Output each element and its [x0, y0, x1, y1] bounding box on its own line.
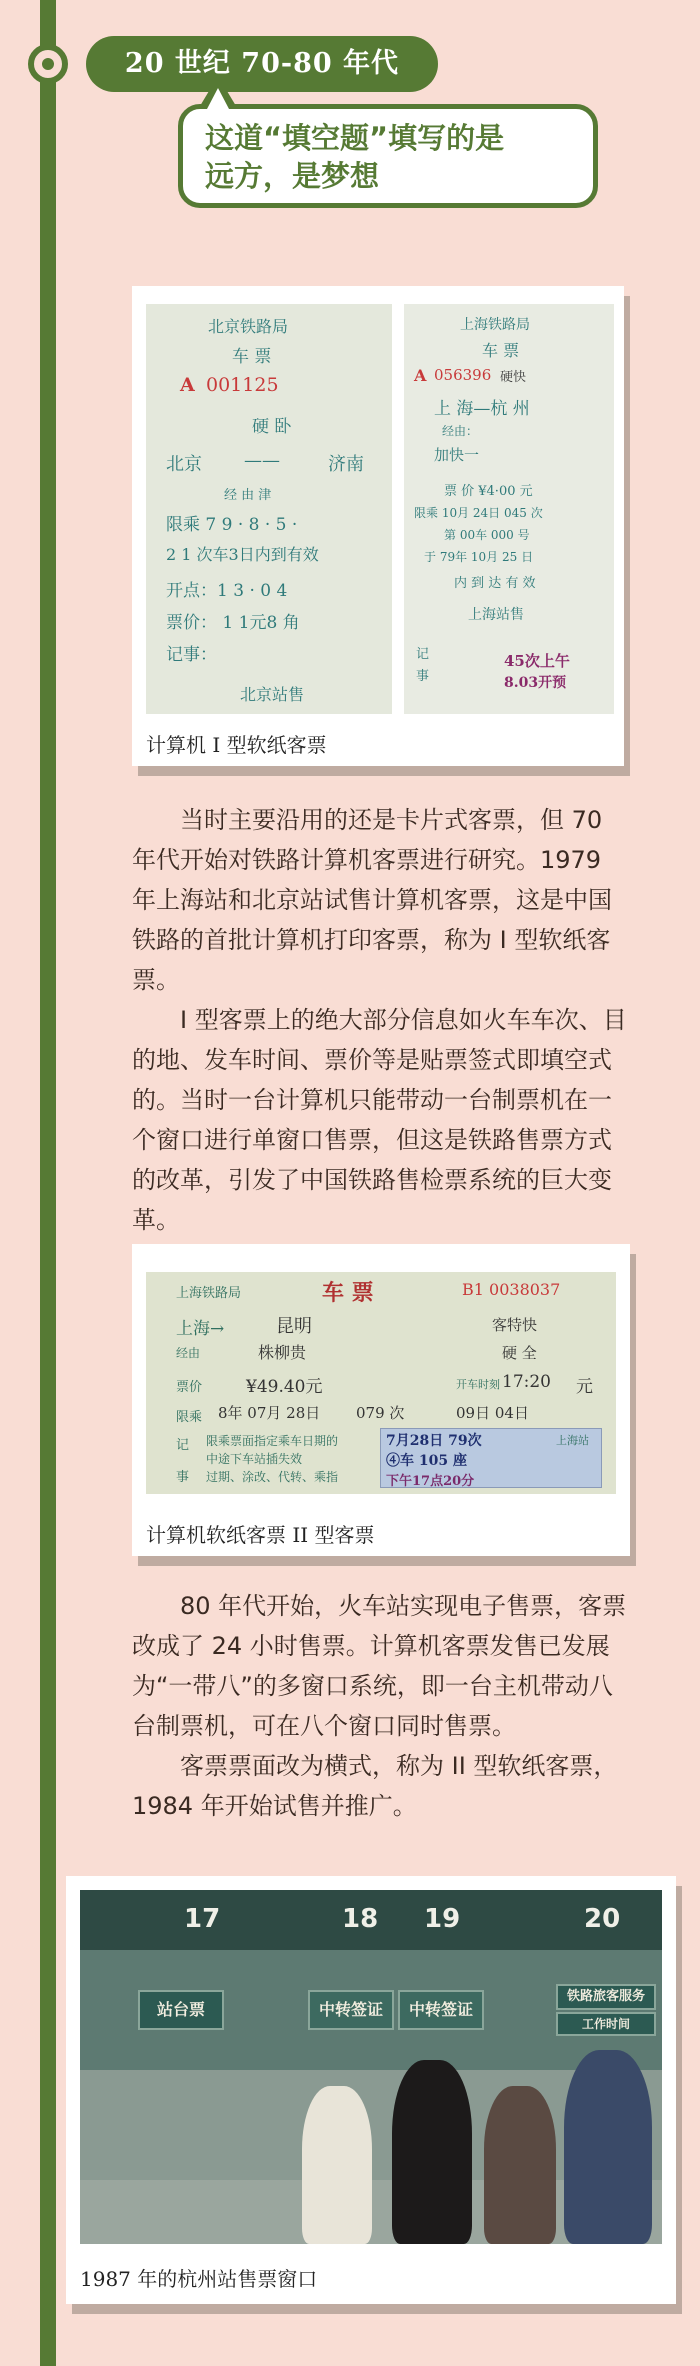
paragraph-4: 客票票面改为横式，称为 II 型软纸客票，1984 年开始试售并推广。	[132, 1752, 618, 1820]
ticket-left-train: 2 1 次车3日内到有效	[166, 545, 319, 564]
photo-1-caption: 计算机 I 型软纸客票	[146, 733, 327, 757]
ticket-h-time: 17:20	[502, 1372, 551, 1392]
ticket-right-via: 经由：	[442, 424, 479, 438]
ticket-right-tag: 硬快	[500, 370, 527, 385]
ticket-right-valid: 内 到 达 有 效	[454, 576, 536, 591]
ticket-left-station: 北京站售	[240, 685, 305, 704]
ticket-left-type: 车 票	[232, 347, 272, 367]
person-4	[564, 2050, 652, 2244]
photo-card-3	[66, 1876, 676, 2304]
era-title: 20 世纪 70-80 年代	[86, 36, 438, 92]
ticket-right-car: 第 00车 000 号	[444, 528, 530, 542]
photo-3-caption: 1987 年的杭州站售票窗口	[80, 2267, 318, 2291]
ticket-right	[404, 304, 614, 714]
ticket-h-limit: 8年 07月 28日	[218, 1404, 321, 1422]
ticket-right-station: 上海站售	[468, 607, 524, 623]
ticket-left-serial: 001125	[206, 374, 279, 396]
ticket-h-limit-label: 限乘	[176, 1410, 203, 1425]
ticket-right-note: 记 事	[416, 647, 430, 684]
ticket-h-note-label: 记	[176, 1438, 190, 1453]
bubble-line-1: 这道“填空题”填写的是	[205, 121, 505, 155]
person-2	[392, 2060, 472, 2244]
paragraph-1: 当时主要沿用的还是卡片式客票，但 70 年代开始对铁路计算机客票进行研究。1979 年上海站和北京站试售计算机客票，这是中国铁路的首批计算机打印客票，称为 I 型软纸客票。	[132, 806, 612, 994]
side-dot	[28, 44, 68, 84]
ticket-right-stamp-1: 45次上午	[504, 652, 570, 670]
ticket-h-from: 上海→	[176, 1319, 225, 1339]
station-photo	[80, 1890, 662, 2244]
ticket-right-bureau: 上海铁路局	[460, 317, 530, 333]
ticket-h-stamp-3: 下午17点20分	[386, 1474, 475, 1489]
ticket-left-via: 经 由 津	[224, 488, 272, 503]
paragraph-2: I 型客票上的绝大部分信息如火车车次、目的地、发车时间、票价等是贴票签式即填空式的。当时一台计算机只能带动一台制票机在一个窗口进行单窗口售票，但这是铁路售票方式的改革，引发了中国铁路售检票系统的巨大变革。	[132, 1006, 627, 1234]
ticket-h-bureau: 上海铁路局	[176, 1286, 242, 1301]
person-3	[484, 2086, 556, 2244]
ticket-h-price-label: 票价	[176, 1380, 203, 1395]
side-bar	[40, 0, 56, 2366]
ticket-left-serial-prefix: A	[180, 374, 195, 396]
ticket-h-price: ¥49.40元	[246, 1377, 323, 1397]
ticket-left-to: 济南	[328, 454, 364, 475]
ticket-left-limit: 限乘 7 9 · 8 · 5 ·	[166, 515, 298, 535]
ticket-right-price: 票 价 ¥4·00 元	[444, 484, 533, 499]
ticket-h-note-2: 中途下车站插失效	[206, 1452, 303, 1466]
ticket-h-via-label: 经由	[176, 1346, 201, 1360]
ticket-left-arrow: ——	[244, 450, 280, 471]
ticket-h-time-label: 开车时刻	[456, 1378, 500, 1391]
ticket-right-date: 于 79年 10月 25 日	[424, 550, 534, 564]
ticket-right-serial: 056396	[434, 366, 492, 384]
ticket-left-from: 北京	[166, 454, 202, 475]
ticket-left-depart: 开点：1 3 · 0 4	[166, 581, 288, 601]
sign-service-2: 工作时间	[556, 2012, 656, 2036]
photo-card-1	[132, 286, 624, 766]
bubble-line-2: 远方，是梦想	[205, 159, 380, 193]
ticket-h-time-unit: 元	[576, 1377, 593, 1397]
ticket-right-route: 上 海—杭 州	[434, 399, 530, 419]
ticket-h-serial: B1 0038037	[462, 1280, 561, 1299]
photo-2-caption: 计算机软纸客票 II 型客票	[146, 1523, 375, 1547]
ticket-right-serial-prefix: A	[414, 366, 427, 385]
ticket-h-stamp-1: 7月28日 79次	[386, 1433, 482, 1449]
ticket-right-class: 加快一	[434, 446, 480, 464]
ticket-right-type: 车 票	[482, 341, 520, 360]
speech-bubble	[178, 104, 598, 208]
photo-card-2	[132, 1244, 630, 1556]
window-number-17: 17	[184, 1904, 221, 1934]
ticket-h-title: 车 票	[322, 1280, 374, 1306]
text-block-1	[132, 800, 630, 1240]
ticket-horizontal	[146, 1272, 616, 1494]
ticket-h-stamp-4: 上海站	[556, 1434, 589, 1447]
ticket-left-price: 票价： 1 1元8 角	[166, 613, 300, 633]
paragraph-3: 80 年代开始，火车站实现电子售票，客票改成了 24 小时售票。计算机客票发售已发展为“一带八”的多窗口系统，即一台主机带动八台制票机，可在八个窗口同时售票。	[132, 1592, 627, 1740]
person-1	[302, 2086, 372, 2244]
ticket-h-class: 客特快	[492, 1316, 538, 1334]
sign-platform-ticket: 站台票	[138, 1990, 224, 2030]
ticket-h-train-no: 079 次	[356, 1404, 405, 1422]
bubble-tail-inner	[207, 88, 229, 109]
ticket-h-note-label-2: 事	[176, 1470, 190, 1485]
window-number-19: 19	[424, 1904, 461, 1934]
ticket-left-seat: 硬 卧	[252, 417, 292, 437]
ticket-h-via: 株柳贵	[258, 1343, 307, 1362]
ticket-h-note-1: 限乘票面指定乘车日期的	[206, 1434, 339, 1448]
ticket-right-limit: 限乘 10月 24日 045 次	[414, 506, 543, 520]
ticket-h-stamp-2: ④车 105 座	[386, 1453, 467, 1469]
ticket-left-bureau: 北京铁路局	[208, 317, 289, 336]
sign-transfer-2: 中转签证	[398, 1990, 484, 2030]
ticket-left-note: 记事：	[166, 645, 217, 665]
text-block-2	[132, 1586, 630, 1826]
sign-transfer-1: 中转签证	[308, 1990, 394, 2030]
sign-service-1: 铁路旅客服务	[556, 1984, 656, 2010]
ticket-h-car-no: 09日 04日	[456, 1404, 529, 1422]
window-number-20: 20	[584, 1904, 621, 1934]
ticket-h-to: 昆明	[276, 1316, 312, 1337]
ticket-right-stamp-2: 8.03开预	[504, 675, 567, 691]
window-number-18: 18	[342, 1904, 379, 1934]
ticket-left	[146, 304, 392, 714]
ticket-h-berth: 硬 全	[502, 1344, 537, 1362]
ticket-h-note-3: 过期、涂改、代转、乘指	[206, 1470, 339, 1484]
